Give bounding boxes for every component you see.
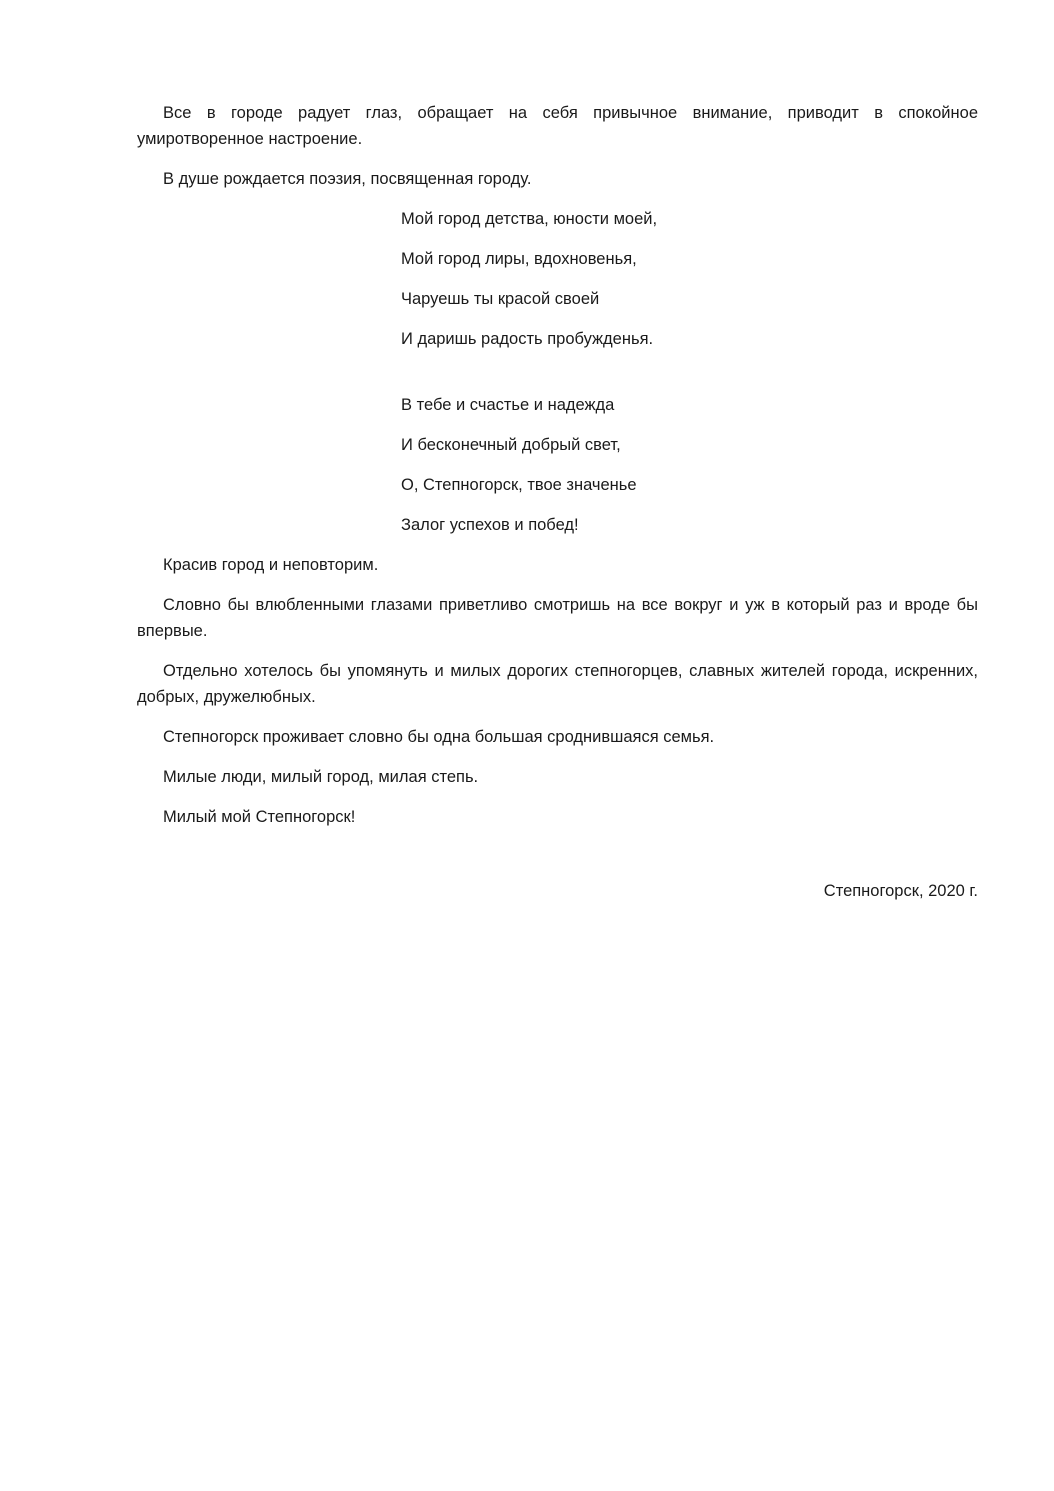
- paragraph: Отдельно хотелось бы упомянуть и милых дорогих степногорцев, славных жителей города, искренних, добрых, дружелюбных.: [137, 662, 978, 706]
- paragraph: Степногорск проживает словно бы одна большая сроднившаяся семья.: [163, 728, 715, 746]
- paragraph: Милые люди, милый город, милая степь.: [163, 768, 479, 786]
- poem: [137, 206, 978, 538]
- poem-line: И даришь радость пробужденья.: [401, 330, 654, 348]
- paragraph: Словно бы влюбленными глазами приветливо смотришь на все вокруг и уж в который раз и вроде бы впервые.: [137, 596, 978, 640]
- paragraph: Красив город и неповторим.: [163, 556, 379, 574]
- document-body: [137, 100, 978, 904]
- paragraph: Милый мой Степногорск!: [163, 808, 356, 826]
- poem-line: И бесконечный добрый свет,: [401, 436, 621, 454]
- poem-line: Чаруешь ты красой своей: [401, 290, 600, 308]
- poem-line: О, Степногорск, твое значенье: [401, 476, 637, 494]
- poem-stanza: [401, 392, 978, 538]
- poem-stanza: [401, 206, 978, 352]
- paragraph: В душе рождается поэзия, посвященная городу.: [163, 170, 532, 188]
- signature-place-date: Степногорск, 2020 г.: [823, 882, 978, 900]
- poem-line: Мой город детства, юности моей,: [401, 210, 658, 228]
- poem-line: В тебе и счастье и надежда: [401, 396, 615, 414]
- poem-line: Залог успехов и побед!: [401, 516, 579, 534]
- poem-line: Мой город лиры, вдохновенья,: [401, 250, 637, 268]
- paragraph: Все в городе радует глаз, обращает на себя привычное внимание, приводит в спокойное умиротворенное настроение.: [137, 104, 978, 148]
